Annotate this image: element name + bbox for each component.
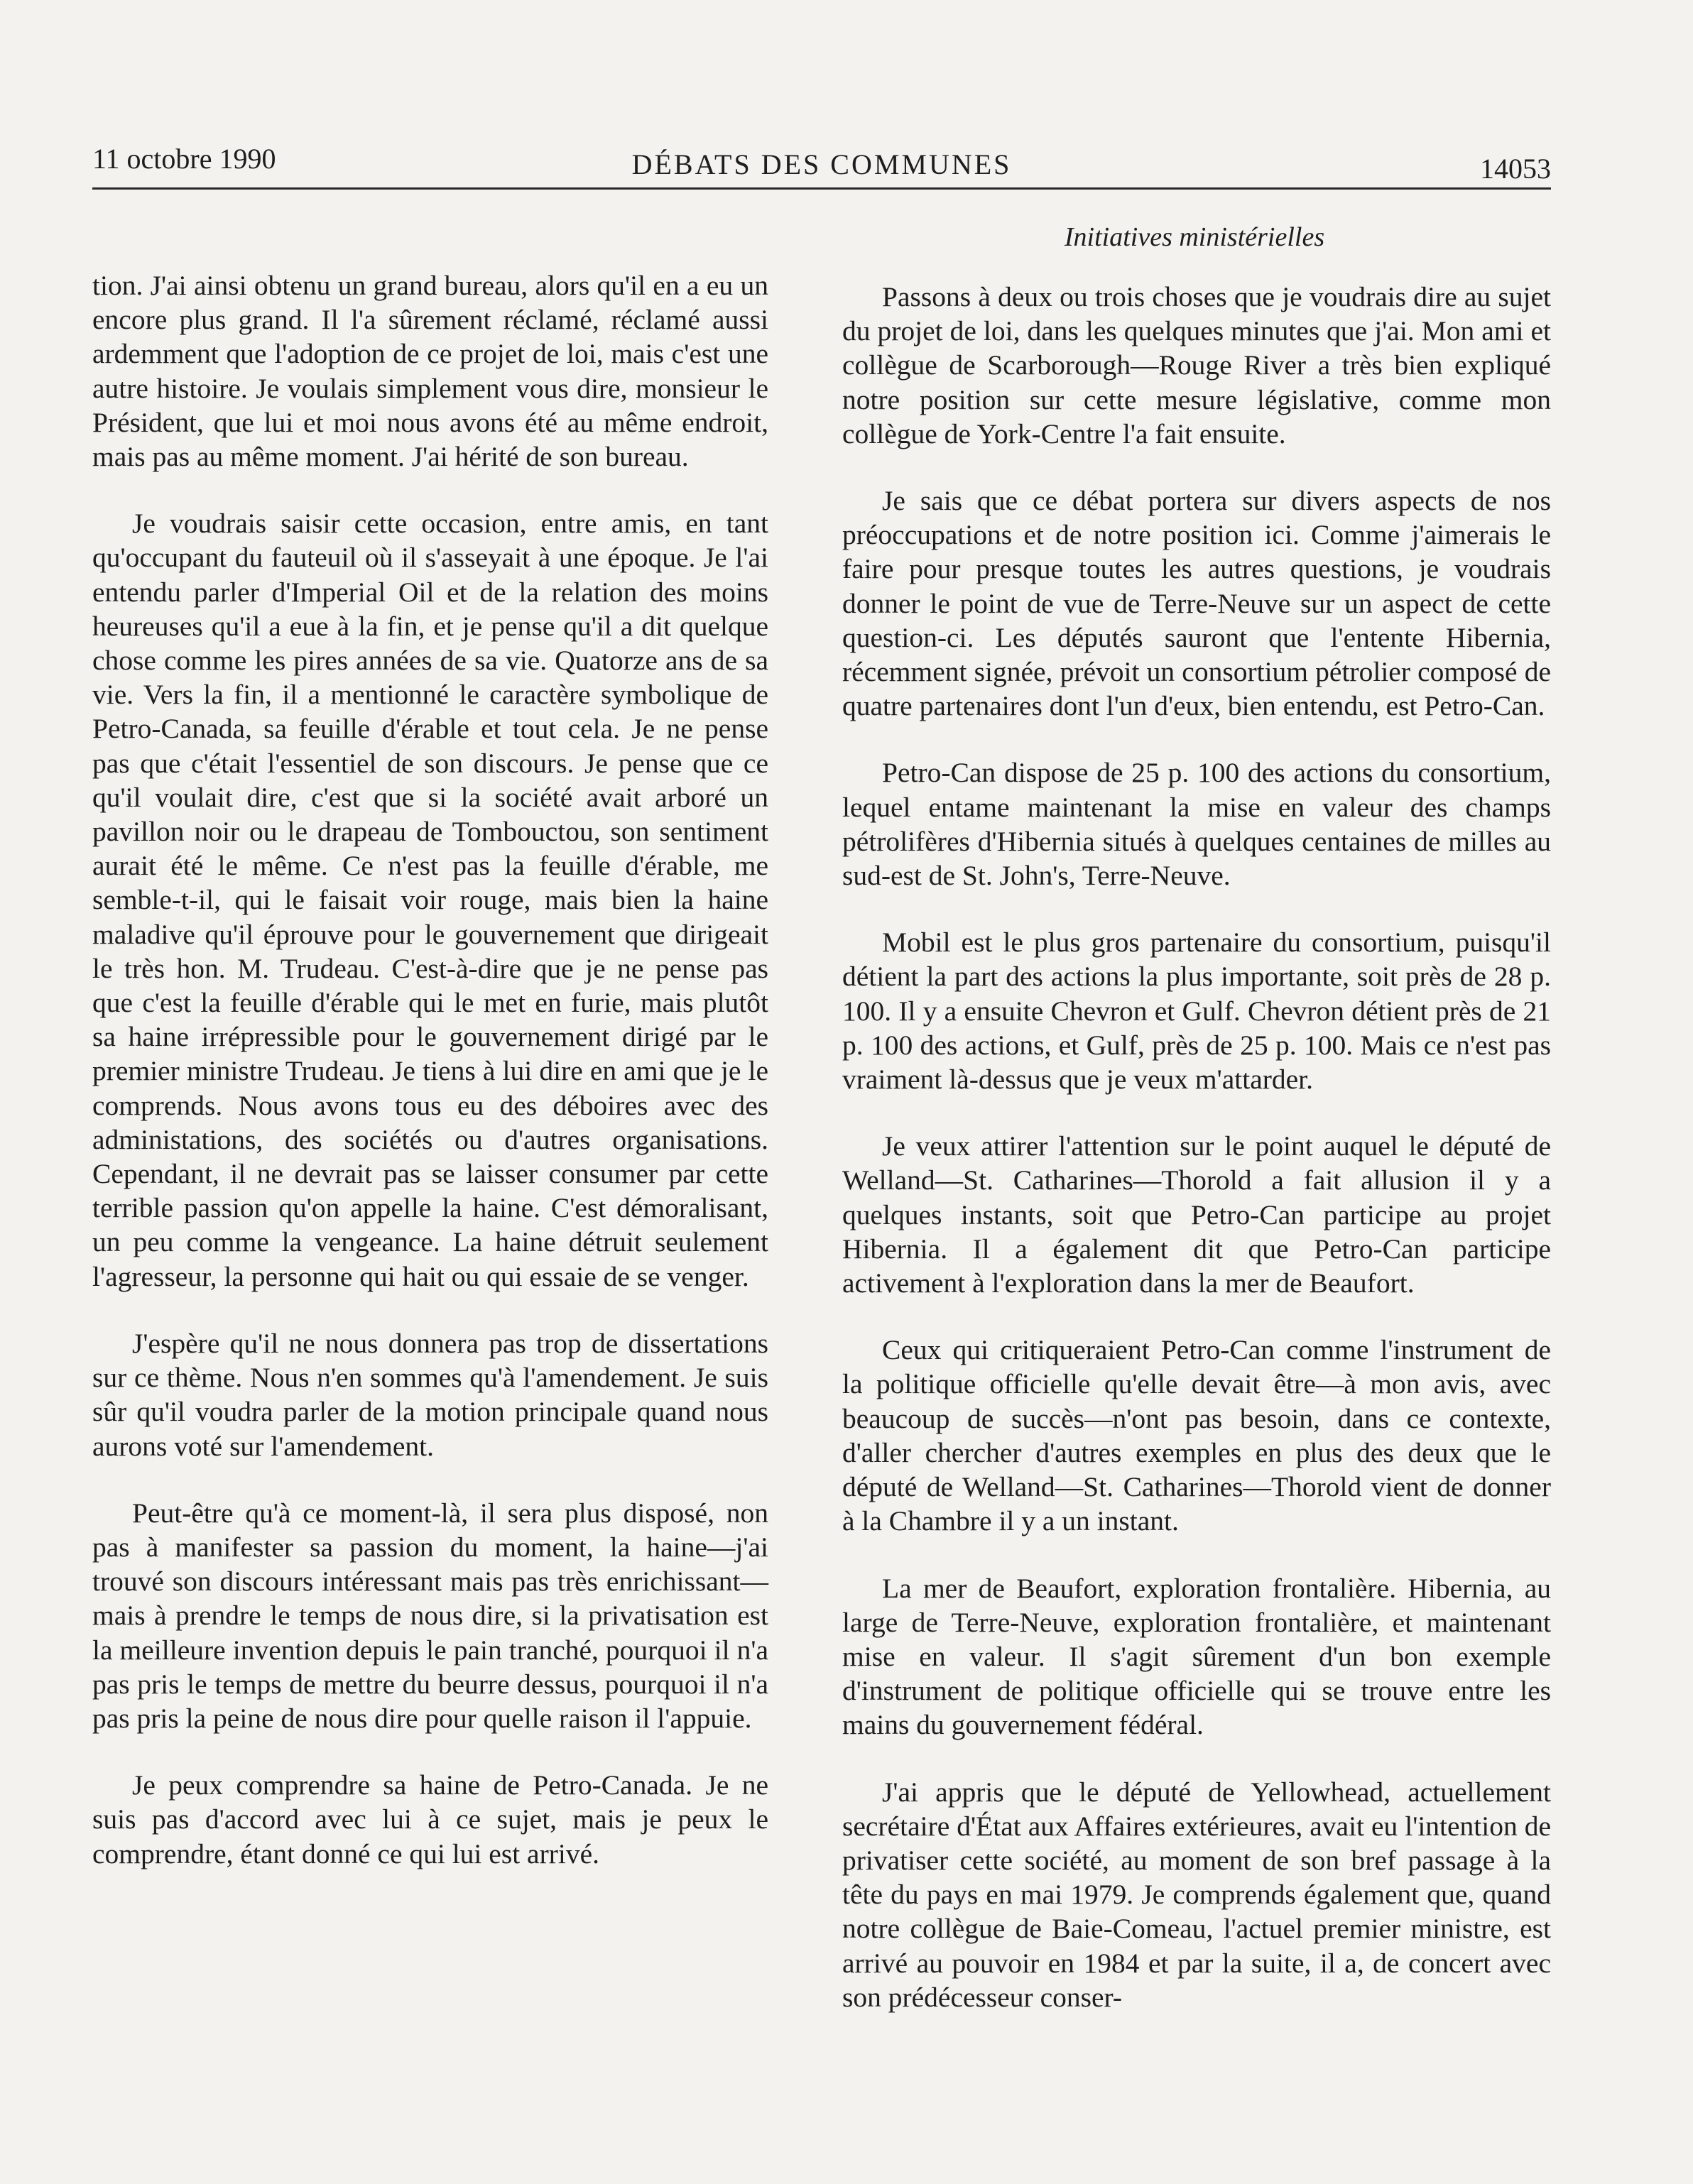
paragraph: Petro-Can dispose de 25 p. 100 des actions du consortium, lequel entame maintenant la mise en valeur des champs pétrolifères d'Hibernia situés à quelques centaines de milles au sud-est de St. John's, Terre-Neuve. [842,757,1551,892]
paragraph: J'espère qu'il ne nous donnera pas trop de dissertations sur ce thème. Nous n'en sommes qu'à l'amendement. Je suis sûr qu'il voudra parler de la motion principale quand nous aurons voté sur l'amendement. [92,1327,768,1462]
paragraph: Peut-être qu'à ce moment-là, il sera plus disposé, non pas à manifester sa passion du moment, la haine—j'ai trouvé son discours intéressant mais pas très enrichissant—mais à prendre le temps de nous dire, si la privatisation est la meilleure invention depuis le pain tranché, pourquoi il n'a pas pris le temps de mettre du beurre dessus, pourquoi il n'a pas pris la peine de nous dire pour quelle raison il l'appuie. [92,1497,768,1734]
page-number: 14053 [1480,153,1551,185]
right-column [842,280,1551,2014]
left-column [92,268,768,1871]
paragraph: Je peux comprendre sa haine de Petro-Canada. Je ne suis pas d'accord avec lui à ce sujet, mais je peux le comprendre, étant donné ce qui lui est arrivé. [92,1769,768,1869]
paragraph: Je veux attirer l'attention sur le point auquel le député de Welland—St. Catharines—Thorold a fait allusion il y a quelques instants, soit que Petro-Can participe au projet Hibernia. Il a également dit que Petro-Can participe activement à l'exploration dans la mer de Beaufort. [842,1130,1551,1299]
paragraph: Mobil est le plus gros partenaire du consortium, puisqu'il détient la part des actions la plus importante, soit près de 28 p. 100. Il y a ensuite Chevron et Gulf. Chevron détient près de 21 p. 100 des actions, et Gulf, près de 25 p. 100. Mais ce n'est pas vraiment là-dessus que je veux m'attarder. [842,927,1551,1096]
header-date: 11 octobre 1990 [92,143,276,175]
paragraph: Ceux qui critiqueraient Petro-Can comme l'instrument de la politique officielle qu'elle devait être—à mon avis, avec beaucoup de succès—n'ont pas besoin, dans ce contexte, d'aller chercher d'autres exemples en plus des deux que le député de Welland—St. Catharines—Thorold vient de donner à la Chambre il y a un instant. [842,1334,1551,1537]
page-header [92,142,1551,190]
section-title: Initiatives ministérielles [1064,222,1325,252]
paragraph: La mer de Beaufort, exploration frontalière. Hibernia, au large de Terre-Neuve, exploration frontalière, et maintenant mise en valeur. Il s'agit sûrement d'un bon exemple d'instrument de politique officielle qui se trouve entre les mains du gouvernement fédéral. [842,1572,1551,1741]
paragraph: tion. J'ai ainsi obtenu un grand bureau, alors qu'il en a eu un encore plus grand. Il l'a sûrement réclamé, réclamé aussi ardemment que l'adoption de ce projet de loi, mais c'est une autre histoire. Je voulais simplement vous dire, monsieur le Président, que lui et moi nous avons été au même endroit, mais pas au même moment. J'ai hérité de son bureau. [92,270,768,473]
paragraph: Je sais que ce débat portera sur divers aspects de nos préoccupations et de notre position ici. Comme j'aimerais le faire pour presque toutes les autres questions, je voudrais donner le point de vue de Terre-Neuve sur un aspect de cette question-ci. Les députés sauront que l'entente Hibernia, récemment signée, prévoit un consortium pétrolier composé de quatre partenaires dont l'un d'eux, bien entendu, est Petro-Can. [842,485,1551,722]
paragraph: Passons à deux ou trois choses que je voudrais dire au sujet du projet de loi, dans les quelques minutes que j'ai. Mon ami et collègue de Scarborough—Rouge River a très bien expliqué notre position sur cette mesure législative, comme mon collègue de York-Centre l'a fait ensuite. [842,281,1551,449]
header-title: DÉBATS DES COMMUNES [631,148,1012,180]
paragraph: Je voudrais saisir cette occasion, entre amis, en tant qu'occupant du fauteuil où il s'asseyait à une époque. Je l'ai entendu parler d'Imperial Oil et de la relation des moins heureuses qu'il a eue à la fin, et je pense qu'il a dit quelque chose comme les pires années de sa vie. Quatorze ans de sa vie. Vers la fin, il a mentionné le caractère symbolique de Petro-Canada, sa feuille d'érable et tout cela. Je ne pense pas que c'était l'essentiel de son discours. Je pense que ce qu'il voulait dire, c'est que si la société avait arboré un pavillon noir ou le drapeau de Tombouctou, son sentiment aurait été le même. Ce n'est pas la feuille d'érable, me semble-t-il, qui le faisait voir rouge, mais bien la haine maladive qu'il éprouve pour le gouvernement que dirigeait le très hon. M. Trudeau. C'est-à-dire que je ne pense pas que c'est la feuille d'érable qui le met en furie, mais plutôt sa haine irrépressible pour le gouvernement dirigé par le premier ministre Trudeau. Je tiens à lui dire en ami que je le comprends. Nous avons tous eu des déboires avec des administations, des sociétés ou d'autres organisations. Cependant, il ne devrait pas se laisser consumer par cette terrible passion qu'on appelle la haine. C'est démoralisant, un peu comme la vengeance. La haine détruit seulement l'agresseur, la personne qui hait ou qui essaie de se venger. [92,508,768,1292]
paragraph: J'ai appris que le député de Yellowhead, actuellement secrétaire d'État aux Affaires extérieures, avait eu l'intention de privatiser cette société, au moment de son bref passage à la tête du pays en mai 1979. Je comprends également que, quand notre collègue de Baie-Comeau, l'actuel premier ministre, est arrivé au pouvoir en 1984 et par la suite, il a, de concert avec son prédécesseur conser- [842,1776,1551,2013]
